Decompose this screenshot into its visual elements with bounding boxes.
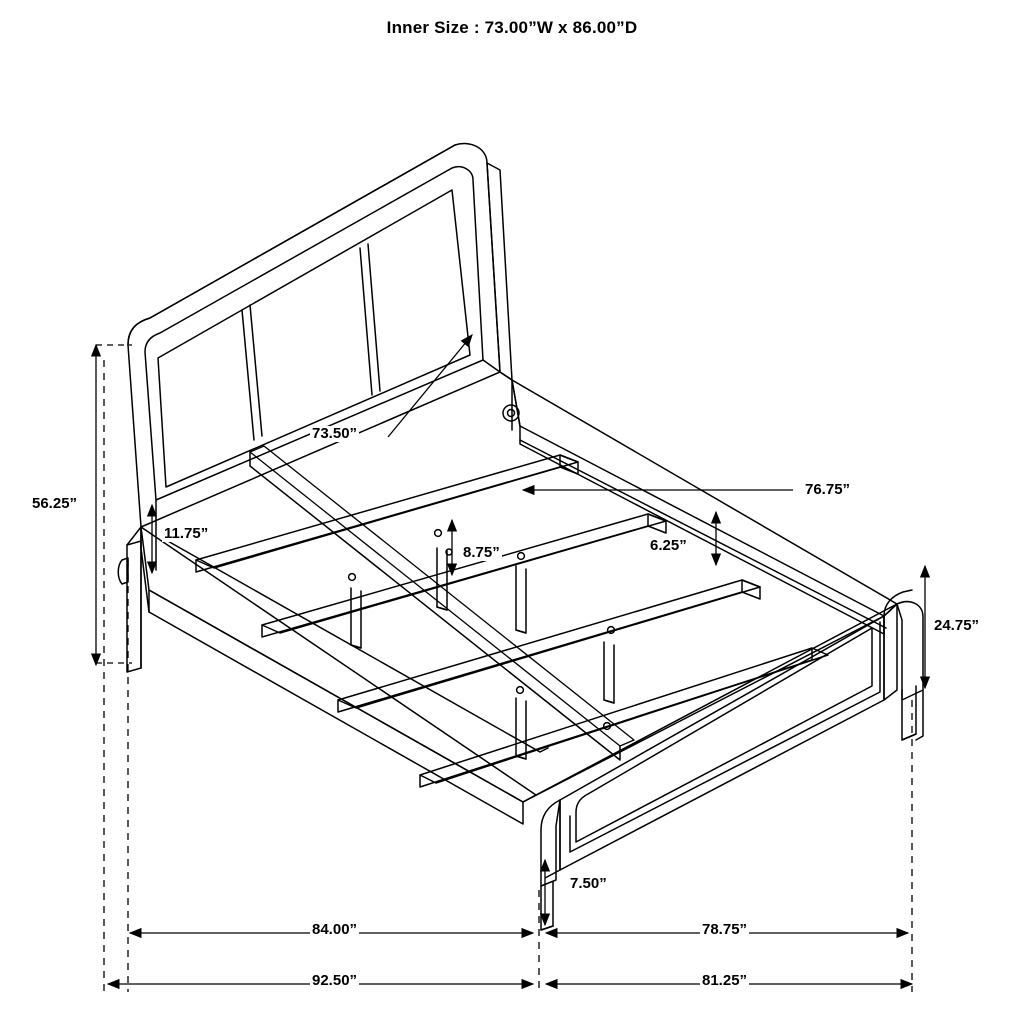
dimension-label-headboard-height: 56.25” [32, 495, 78, 512]
dimension-label-slat-height: 8.75” [463, 544, 500, 561]
bed-outline [118, 144, 923, 930]
dimension-label-outer-depth-left: 92.50” [312, 972, 358, 989]
page-title: Inner Size : 73.00”W x 86.00”D [386, 18, 638, 37]
dimension-label-inner-frame-width: 76.75” [805, 481, 851, 498]
dimension-label-rail-to-floor-clear: 11.75” [164, 525, 209, 542]
dimension-label-outer-depth-right: 81.25” [702, 972, 748, 989]
dimension-label-headboard-panel-width: 73.50” [312, 425, 358, 442]
dimension-label-overall-depth-right: 78.75” [702, 921, 748, 938]
dimension-label-footboard-leg-clear: 7.50” [570, 875, 607, 892]
dimension-label-overall-depth-left: 84.00” [312, 921, 358, 938]
dimension-label-footboard-height: 24.75” [934, 617, 980, 634]
dimension-label-side-rail-height: 6.25” [650, 537, 687, 554]
